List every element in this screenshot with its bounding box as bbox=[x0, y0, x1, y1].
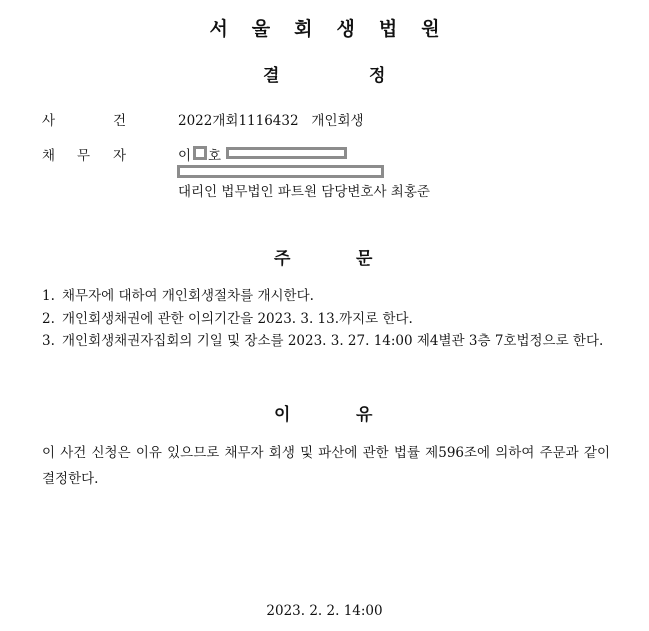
debtor-label-char-3: 자 bbox=[113, 148, 127, 164]
order-heading-char-2: 문 bbox=[356, 249, 373, 269]
debtor-representative: 대리인 법무법인 파트원 담당변호사 최홍준 bbox=[178, 184, 430, 200]
case-number: 2022개회1116432 개인회생 bbox=[178, 113, 364, 129]
debtor-label-char-1: 채 bbox=[42, 148, 56, 164]
reason-heading-char-1: 이 bbox=[274, 405, 291, 425]
case-label-char-2: 건 bbox=[113, 113, 127, 129]
order-item-number: 2. bbox=[42, 310, 55, 327]
order-item-text: 개인회생채권자집회의 기일 및 장소를 2023. 3. 27. 14:00 제4별관 3층 7호법정으로 한다. bbox=[62, 333, 604, 349]
court-name: 서울회생법원 bbox=[209, 18, 464, 40]
order-list bbox=[42, 285, 612, 353]
order-item bbox=[42, 330, 612, 353]
order-item bbox=[42, 308, 612, 331]
order-item-text: 개인회생채권에 관한 이의기간을 2023. 3. 13.까지로 한다. bbox=[62, 310, 413, 327]
order-item-number: 1. bbox=[42, 288, 55, 304]
decision-datetime: 2023. 2. 2. 14:00 bbox=[266, 603, 383, 619]
case-label-char-1: 사 bbox=[42, 113, 56, 129]
redaction-address bbox=[177, 165, 384, 178]
redaction-id-number bbox=[226, 147, 347, 159]
doc-type-char-1: 결 bbox=[263, 66, 280, 86]
debtor-name-last: 호 bbox=[208, 148, 222, 164]
debtor-label-char-2: 무 bbox=[77, 148, 91, 164]
doc-type-char-2: 정 bbox=[369, 66, 386, 86]
order-item bbox=[42, 285, 612, 308]
order-heading-char-1: 주 bbox=[274, 249, 291, 269]
reason-text: 이 사건 신청은 이유 있으므로 채무자 회생 및 파산에 관한 법률 제596조에 의하여 주문과 같이 결정한다. bbox=[42, 445, 610, 487]
order-item-text: 채무자에 대하여 개인회생절차를 개시한다. bbox=[62, 288, 314, 304]
order-item-number: 3. bbox=[42, 333, 55, 349]
redaction-name-middle bbox=[193, 146, 207, 160]
debtor-name-first: 이 bbox=[178, 148, 192, 164]
reason-heading-char-2: 유 bbox=[356, 405, 373, 425]
